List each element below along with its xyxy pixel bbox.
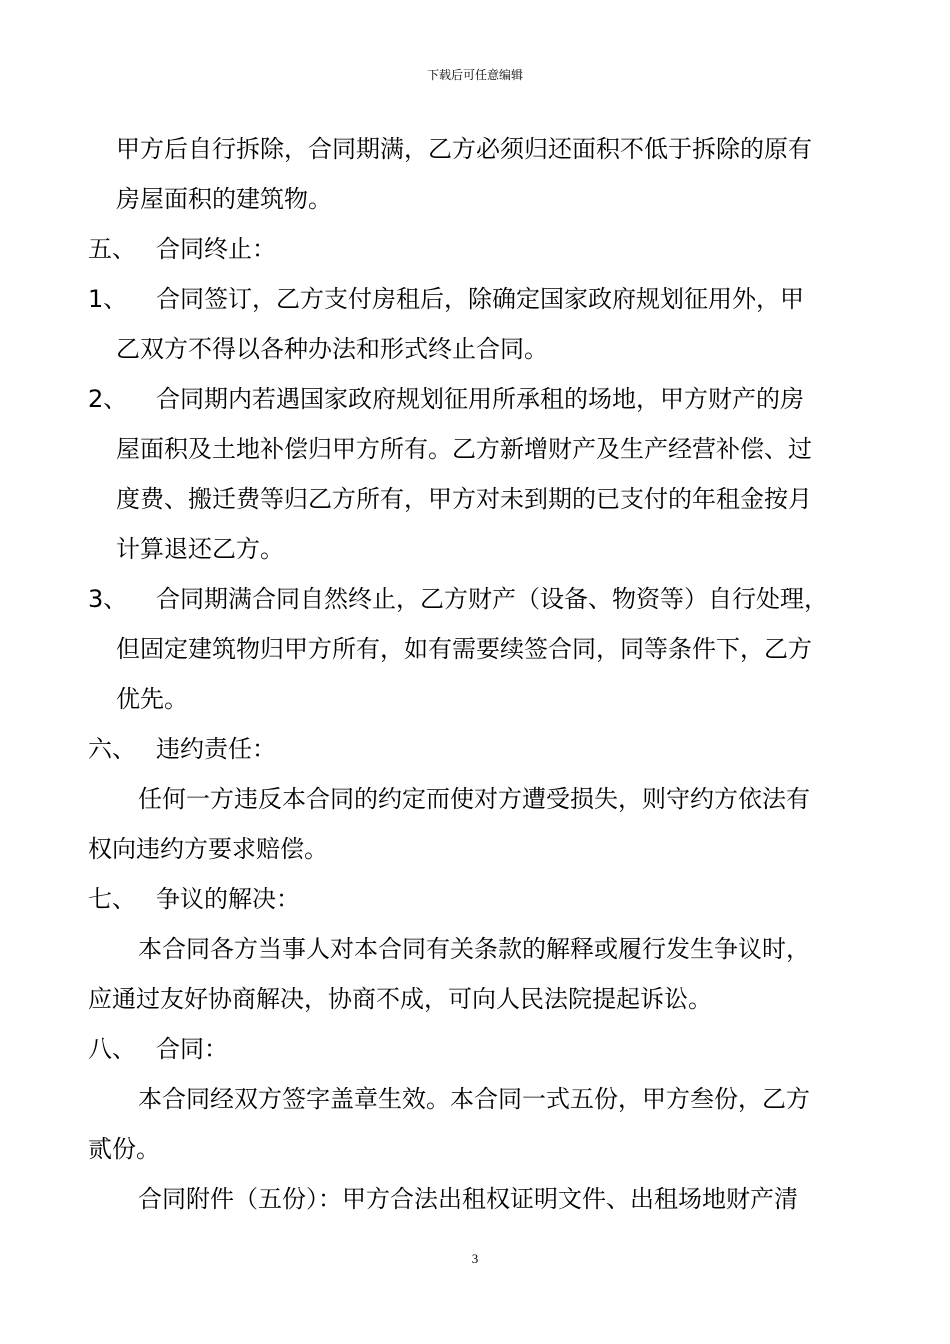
page-number: 3 — [471, 1251, 479, 1266]
paragraph-line: 房屋面积的建筑物。 — [116, 185, 332, 213]
paragraph-line: 甲方后自行拆除，合同期满，乙方必须归还面积不低于拆除的原有 — [116, 135, 812, 163]
item-text: 合同期内若遇国家政府规划征用所承租的场地，甲方财产的房 — [156, 385, 804, 413]
paragraph-line: 本合同各方当事人对本合同有关条款的解释或履行发生争议时， — [138, 935, 810, 963]
paragraph-line: 乙双方不得以各种办法和形式终止合同。 — [116, 335, 548, 363]
paragraph-line: 任何一方违反本合同的约定而使对方遭受损失，则守约方依法有 — [138, 785, 810, 813]
item-number: 3、 — [88, 585, 128, 613]
paragraph-line: 但固定建筑物归甲方所有，如有需要续签合同，同等条件下，乙方 — [116, 635, 812, 663]
item-number: 2、 — [88, 385, 128, 413]
paragraph-line: 贰份。 — [88, 1135, 160, 1163]
section-number: 六、 — [88, 735, 136, 763]
paragraph-line: 本合同经双方签字盖章生效。本合同一式五份，甲方叁份，乙方 — [138, 1085, 810, 1113]
section-title: 违约责任： — [156, 735, 276, 763]
section-title: 合同： — [156, 1035, 228, 1063]
paragraph-line: 合同附件（五份）：甲方合法出租权证明文件、出租场地财产清 — [138, 1185, 798, 1213]
item-number: 1、 — [88, 285, 128, 313]
item-text: 合同期满合同自然终止，乙方财产（设备、物资等）自行处理， — [156, 585, 828, 613]
paragraph-line: 屋面积及土地补偿归甲方所有。乙方新增财产及生产经营补偿、过 — [116, 435, 812, 463]
section-number: 五、 — [88, 235, 136, 263]
page-header: 下载后可任意编辑 — [426, 68, 523, 82]
item-text: 合同签订，乙方支付房租后，除确定国家政府规划征用外，甲 — [156, 285, 804, 313]
paragraph-line: 度费、搬迁费等归乙方所有，甲方对未到期的已支付的年租金按月 — [116, 485, 812, 513]
paragraph-line: 优先。 — [116, 685, 188, 713]
paragraph-line: 计算退还乙方。 — [116, 535, 284, 563]
paragraph-line: 应通过友好协商解决，协商不成，可向人民法院提起诉讼。 — [88, 985, 712, 1013]
paragraph-line: 权向违约方要求赔偿。 — [88, 835, 328, 863]
section-number: 七、 — [88, 885, 136, 913]
section-title: 争议的解决： — [156, 885, 300, 913]
section-number: 八、 — [88, 1035, 136, 1063]
section-title: 合同终止： — [156, 235, 276, 263]
